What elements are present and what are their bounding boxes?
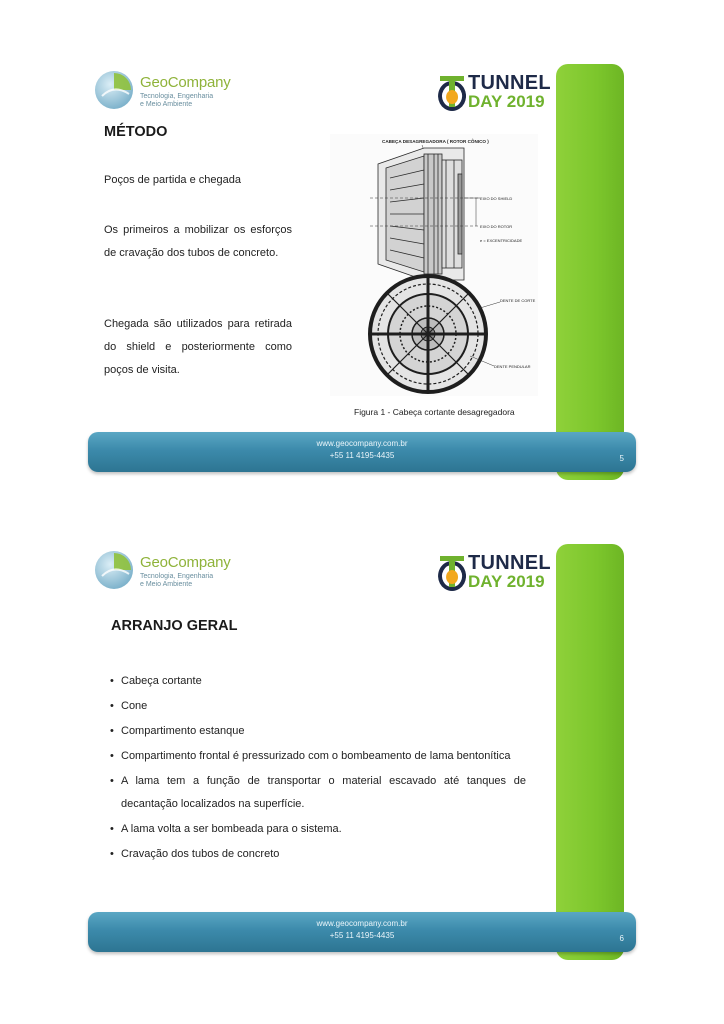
page-number: 6 — [619, 934, 624, 943]
brand-name: GeoCompany — [140, 554, 231, 571]
bullet-list — [110, 670, 526, 868]
globe-icon — [94, 550, 134, 590]
geocompany-logo — [94, 68, 234, 112]
tunnel-emblem-icon — [438, 74, 466, 114]
brand-tagline-2: e Meio Ambiente — [140, 581, 193, 588]
slide-5 — [0, 62, 724, 482]
footer-website: www.geocompany.com.br — [316, 919, 408, 928]
list-item: • Compartimento estanque — [110, 720, 526, 743]
green-side-bar — [556, 64, 624, 480]
footer-bar — [88, 432, 636, 472]
label-excentricidade: e = EXCENTRICIDADE — [480, 238, 523, 243]
footer-phone: +55 11 4195-4435 — [329, 931, 395, 940]
cutting-head-drawing — [330, 134, 538, 396]
paragraph-2: Chegada são utilizados para retirada do shield e posteriormente como poços de visita. — [104, 318, 292, 376]
tunnel-day-logo — [438, 70, 551, 114]
label-top: CABEÇA DESAGREGADORA ( ROTOR CÔNICO ) — [382, 139, 489, 144]
slide-title: MÉTODO — [104, 124, 168, 140]
list-item: • Cravação dos tubos de concreto — [110, 843, 526, 866]
paragraph-1: Os primeiros a mobilizar os esforços de cravação dos tubos de concreto. — [104, 224, 292, 259]
tunnel-day-logo — [438, 550, 551, 594]
brand-tagline-1: Tecnologia, Engenharia — [140, 573, 214, 580]
label-dente-pendular: DENTE PENDULAR — [494, 364, 531, 369]
list-item: • A lama tem a função de transportar o material escavado até tanques de decantação localizados na superfície. — [110, 770, 526, 816]
list-item: • Compartimento frontal é pressurizado com o bombeamento de lama bentonítica — [110, 745, 526, 768]
slide-subtitle: Poços de partida e chegada — [104, 174, 241, 186]
figure-caption: Figura 1 - Cabeça cortante desagregadora — [354, 407, 515, 417]
event-title-line-1: TUNNEL — [468, 552, 551, 574]
list-item: • Cabeça cortante — [110, 670, 526, 693]
footer-bar — [88, 912, 636, 952]
globe-icon — [94, 70, 134, 110]
geocompany-logo — [94, 548, 234, 592]
brand-tagline-1: Tecnologia, Engenharia — [140, 93, 214, 100]
tunnel-emblem-icon — [438, 554, 466, 594]
label-eixo-rotor: EIXO DO ROTOR — [480, 224, 513, 229]
label-dente-corte: DENTE DE CORTE — [500, 298, 536, 303]
slide-title: ARRANJO GERAL — [111, 618, 238, 634]
footer-phone: +55 11 4195-4435 — [329, 451, 395, 460]
green-side-bar — [556, 544, 624, 960]
footer-website: www.geocompany.com.br — [316, 439, 408, 448]
brand-name: GeoCompany — [140, 74, 231, 91]
event-title-line-2: DAY 2019 — [468, 572, 545, 591]
list-item: • A lama volta a ser bombeada para o sistema. — [110, 818, 526, 841]
event-title-line-2: DAY 2019 — [468, 92, 545, 111]
technical-drawing — [330, 134, 538, 396]
list-item: • Cone — [110, 695, 526, 718]
slide-6 — [0, 542, 724, 962]
label-eixo-shield: EIXO DO SHIELD — [480, 196, 513, 201]
page-number: 5 — [619, 454, 624, 463]
event-title-line-1: TUNNEL — [468, 72, 551, 94]
brand-tagline-2: e Meio Ambiente — [140, 101, 193, 108]
